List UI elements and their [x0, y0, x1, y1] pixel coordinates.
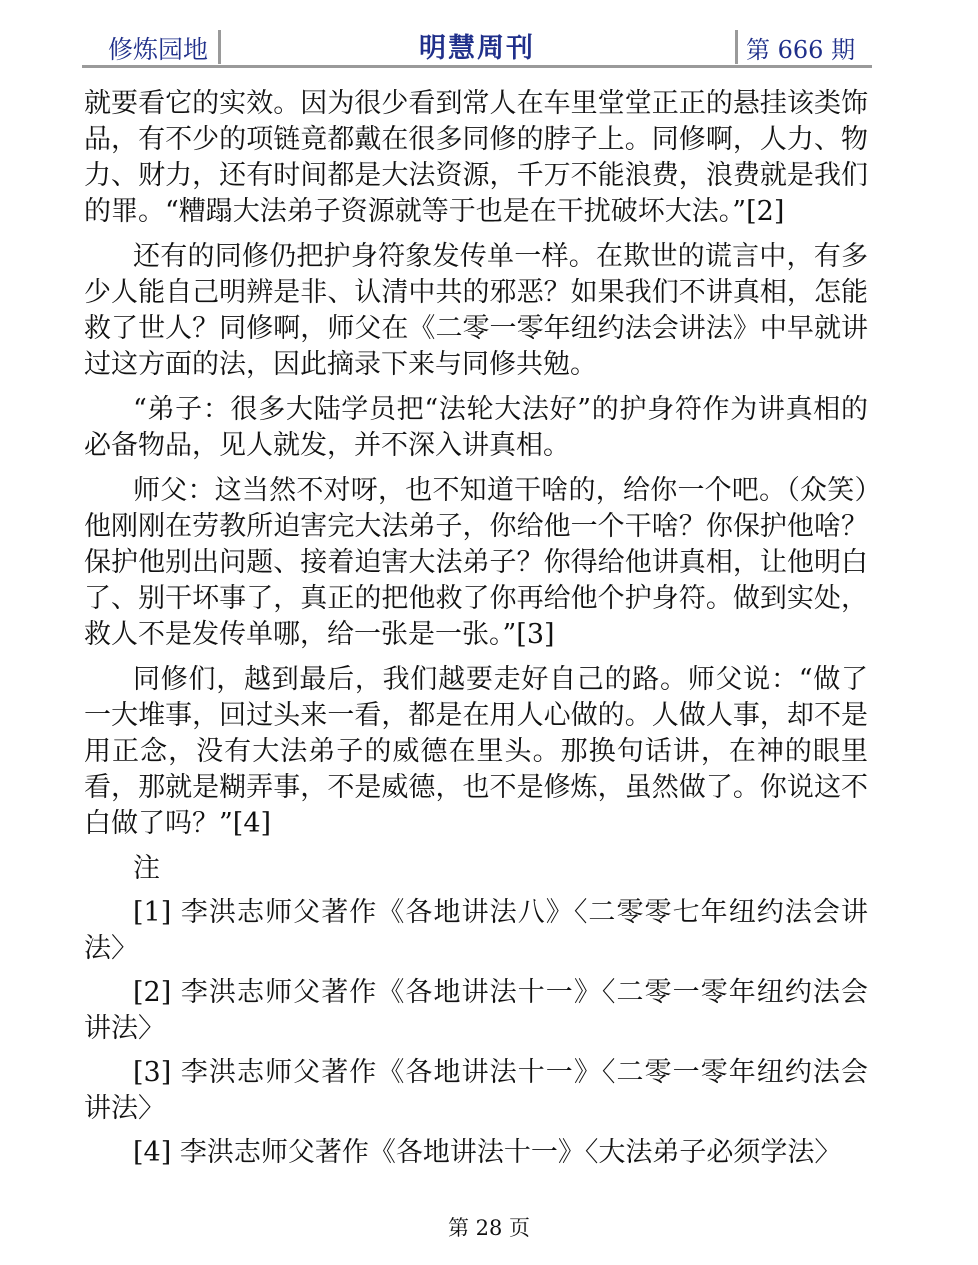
page-number: 第 28 页 — [447, 1216, 531, 1240]
paragraph: 还有的同修仍把护身符象发传单一样。在欺世的谎言中，有多少人能自己明辨是非、认清中共的邪恶？如果我们不讲真相，怎能救了世人？同修啊，师父在《二零一零年纽约法会讲法》中早就讲过这方面的法，因此摘录下来与同修共勉。 — [84, 241, 868, 380]
footnote-1: [1] 李洪志师父著作《各地讲法八》〈二零零七年纽约法会讲法〉 — [84, 897, 868, 964]
paragraph-continuation: 就要看它的实效。因为很少看到常人在车里堂堂正正的悬挂该类饰品，有不少的项链竟都戴在很多同修的脖子上。同修啊，人力、物力、财力，还有时间都是大法资源，千万不能浪费，浪费就是我们的罪。“糟蹋大法弟子资源就等于也是在干扰破坏大法。”[2] — [84, 88, 868, 227]
paragraph: 同修们，越到最后，我们越要走好自己的路。师父说：“做了一大堆事，回过头来一看，都是在用人心做的。人做人事，却不是用正念，没有大法弟子的威德在里头。那换句话讲，在神的眼里看，那就是糊弄事，不是威德，也不是修炼，虽然做了。你说这不白做了吗？”[4] — [84, 664, 868, 839]
paragraph-quote-question: “弟子：很多大陆学员把“法轮大法好”的护身符作为讲真相的必备物品，见人就发，并不深入讲真相。 — [84, 394, 868, 461]
issue-number: 第 666 期 — [746, 36, 856, 64]
article-body — [84, 86, 868, 1179]
notes-heading: 注 — [133, 853, 160, 884]
footnote-3: [3] 李洪志师父著作《各地讲法十一》〈二零一零年纽约法会讲法〉 — [84, 1057, 868, 1124]
footnote-2: [2] 李洪志师父著作《各地讲法十一》〈二零一零年纽约法会讲法〉 — [84, 977, 868, 1044]
section-name: 修炼园地 — [108, 35, 209, 64]
header-separator-right — [735, 30, 738, 64]
footnote-4: [4] 李洪志师父著作《各地讲法十一》〈大法弟子必须学法〉 — [133, 1137, 842, 1168]
publication-title: 明慧周刊 — [419, 33, 535, 64]
paragraph-quote-answer: 师父：这当然不对呀，也不知道干啥的，给你一个吧。（众笑）他刚刚在劳教所迫害完大法弟子，你给他一个干啥？你保护他啥？保护他别出问题、接着迫害大法弟子？你得给他讲真相，让他明白了、别干坏事了，真正的把他救了你再给他个护身符。做到实处，救人不是发传单哪，给一张是一张。”[3] — [84, 475, 868, 650]
page-header — [82, 26, 872, 66]
header-rule — [82, 65, 872, 68]
